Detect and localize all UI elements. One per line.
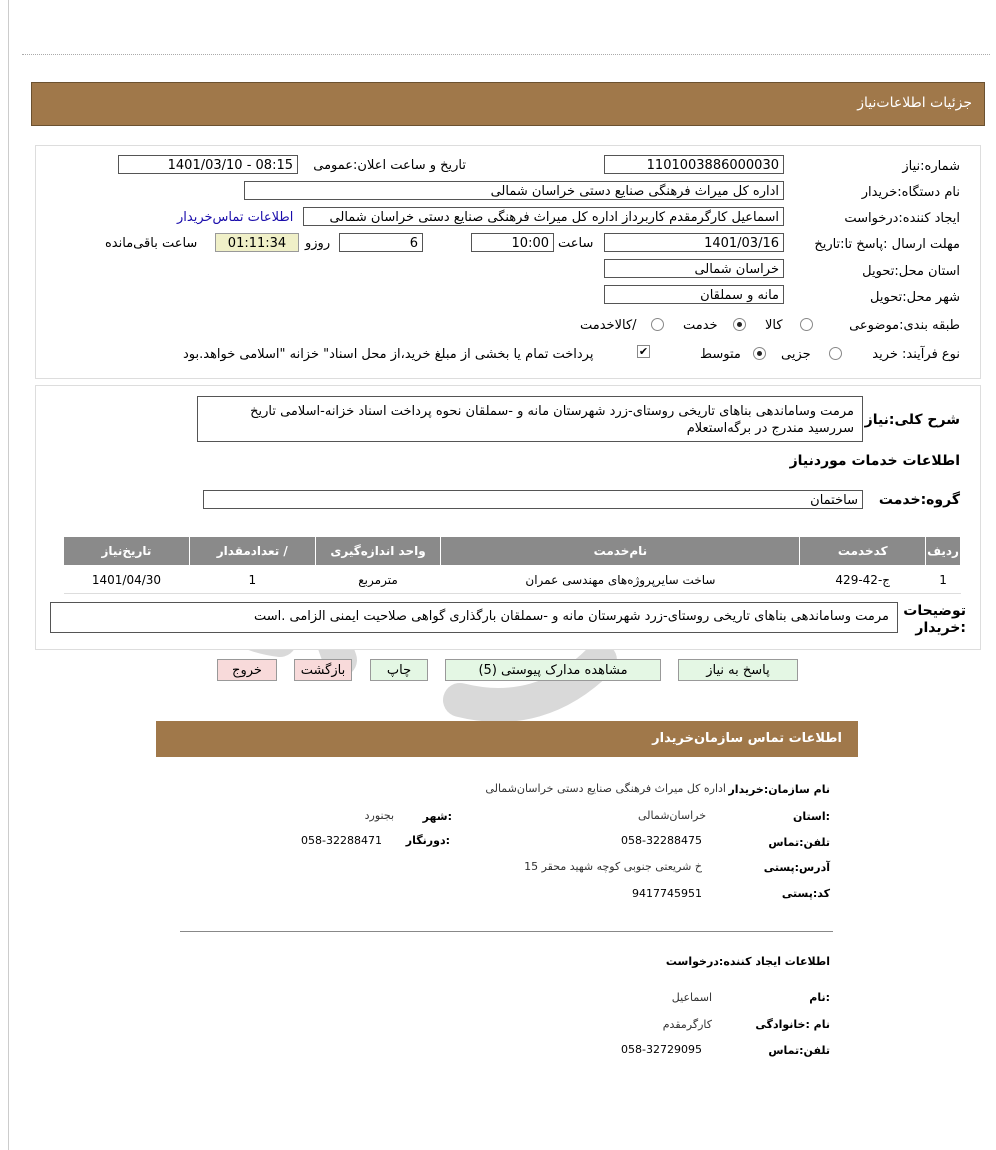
contact-divider <box>180 931 833 932</box>
cell-quantity: 1 <box>189 566 315 594</box>
services-table <box>63 536 961 594</box>
buyer-notes-text: مرمت وساماندهی بناهای تاریخی روستای-زرد شهرستان مانه و -سملقان بارگذاری گواهی صلاحیت ایمنی الزامی .است <box>253 609 889 624</box>
buyer-label: نام دستگاه:خریدار <box>861 185 960 200</box>
deadline-time-label: ساعت <box>558 236 594 251</box>
org-value: اداره کل میراث فرهنگی صنایع دستی خراسان‌شمالی <box>485 782 726 795</box>
deadline-label: مهلت ارسال :پاسخ تا:تاریخ <box>814 237 960 252</box>
city-label: شهر محل:تحویل <box>870 290 960 305</box>
col-quantity: / تعدادمقدار <box>189 537 315 566</box>
creator-name-label: :نام <box>809 991 830 1004</box>
process-medium-label: متوسط <box>700 347 741 362</box>
cell-row: 1 <box>926 566 961 594</box>
table-row <box>64 566 961 594</box>
process-type-label: نوع فرآیند: خرید <box>872 347 960 362</box>
services-title: اطلاعات خدمات موردنیاز <box>789 453 960 469</box>
process-medium-radio[interactable] <box>753 347 766 360</box>
creator-field: اسماعیل کارگرمقدم کاربرداز اداره کل میراث فرهنگی صنایع دستی خراسان شمالی <box>303 207 784 226</box>
contact-province-label: :استان <box>793 810 830 823</box>
postal-value: 9417745951 <box>632 887 702 900</box>
days-label: روزو <box>305 236 331 251</box>
general-description-label: شرح کلی:نیاز <box>864 412 960 428</box>
cell-service-code: ج-42-429 <box>800 566 926 594</box>
reply-button[interactable]: پاسخ به نیاز <box>678 659 798 681</box>
buyer-notes-label: توضیحات :خریدار <box>903 603 966 636</box>
col-service-name: نام‌خدمت <box>441 537 800 566</box>
category-goods-label: کالا <box>765 318 783 333</box>
page-left-border <box>8 0 9 1150</box>
announce-field: 1401/03/10 - 08:15 <box>118 155 298 174</box>
deadline-time-field: 10:00 <box>471 233 554 252</box>
fax-value: 058-32288471 <box>301 834 382 847</box>
col-need-date: تاریخ‌نیاز <box>64 537 190 566</box>
col-service-code: کدخدمت <box>800 537 926 566</box>
address-value: خ شریعتی جنوبی کوچه شهید محقر 15 <box>524 860 702 873</box>
creator-info-title: اطلاعات ایجاد کننده:درخواست <box>665 955 830 968</box>
contact-city-label: :شهر <box>422 810 452 823</box>
category-goods-service-radio[interactable] <box>651 318 664 331</box>
top-divider <box>22 54 990 55</box>
process-partial-label: جزیی <box>781 347 811 362</box>
cell-service-name: ساخت سایرپروژه‌های مهندسی عمران <box>441 566 800 594</box>
general-description-text: مرمت وساماندهی بناهای تاریخی روستای-زرد شهرستان مانه و -سملقان نحوه پرداخت اسناد خزانه-اسلامی تاریخ سررسید مندرج در برگه‌استعلام <box>250 404 854 436</box>
remaining-time-badge: 01:11:34 <box>215 233 299 252</box>
need-number-field: 1101003886000030 <box>604 155 784 174</box>
category-goods-service-label: /کالاخدمت <box>580 318 637 333</box>
category-label: طبقه بندی:موضوعی <box>849 318 960 333</box>
city-field: مانه و سملقان <box>604 285 784 304</box>
announce-label: تاریخ و ساعت اعلان:عمومی <box>313 158 466 173</box>
attachments-button[interactable]: مشاهده مدارک پیوستی (5) <box>445 659 661 681</box>
org-label: نام سازمان:خریدار <box>728 783 830 796</box>
col-row: ردیف <box>926 537 961 566</box>
header-title: جزئيات اطلاعات‌نياز <box>857 95 972 111</box>
contact-city-value: بجنورد <box>364 809 394 822</box>
creator-family-label: نام :خانوادگی <box>755 1018 830 1031</box>
contact-phone-label: تلفن:تماس <box>768 836 830 849</box>
payment-note: پرداخت تمام یا بخشی از مبلغ خرید،از محل اسناد" خزانه "اسلامی خواهد.بود <box>183 347 594 362</box>
contact-title: اطلاعات تماس سازمان‌خریدار <box>652 731 842 746</box>
contact-header-bar <box>156 721 858 757</box>
category-goods-radio[interactable] <box>800 318 813 331</box>
remaining-label: ساعت باقی‌مانده <box>105 236 198 251</box>
back-button[interactable]: بازگشت <box>294 659 352 681</box>
category-service-label: خدمت <box>683 318 718 333</box>
header-bar <box>31 82 985 126</box>
creator-name-value: اسماعیل <box>671 991 712 1004</box>
cell-unit: مترمربع <box>315 566 441 594</box>
contact-province-value: خراسان‌شمالی <box>637 809 706 822</box>
need-number-label: شماره:نیاز <box>902 159 960 174</box>
creator-phone-value: 058-32729095 <box>621 1043 702 1056</box>
service-group-field: ساختمان <box>203 490 863 509</box>
col-unit: واحد اندازه‌گیری <box>315 537 441 566</box>
cell-need-date: 1401/04/30 <box>64 566 190 594</box>
deadline-date-field: 1401/03/16 <box>604 233 784 252</box>
service-group-label: گروه:خدمت <box>878 492 960 508</box>
province-label: استان محل:تحویل <box>862 264 960 279</box>
process-partial-radio[interactable] <box>829 347 842 360</box>
services-table-header <box>64 537 961 566</box>
print-button[interactable]: چاپ <box>370 659 428 681</box>
days-field: 6 <box>339 233 423 252</box>
category-service-radio[interactable] <box>733 318 746 331</box>
payment-checkbox[interactable]: ✔ <box>638 345 649 358</box>
buyer-notes-box <box>50 602 898 633</box>
creator-family-value: کارگرمقدم <box>662 1018 712 1031</box>
creator-label: ایجاد کننده:درخواست <box>844 211 960 226</box>
province-field: خراسان شمالی <box>604 259 784 278</box>
buyer-field: اداره کل میراث فرهنگی صنایع دستی خراسان شمالی <box>244 181 784 200</box>
exit-button[interactable]: خروج <box>217 659 277 681</box>
buyer-contact-link[interactable]: اطلاعات تماس‌خریدار <box>177 210 294 225</box>
creator-phone-label: تلفن:تماس <box>768 1044 830 1057</box>
address-label: آدرس:پستی <box>763 861 830 874</box>
general-description-box <box>197 396 863 442</box>
postal-label: کد:پستی <box>781 887 830 900</box>
contact-phone-value: 058-32288475 <box>621 834 702 847</box>
fax-label: :دورنگار <box>405 834 450 847</box>
